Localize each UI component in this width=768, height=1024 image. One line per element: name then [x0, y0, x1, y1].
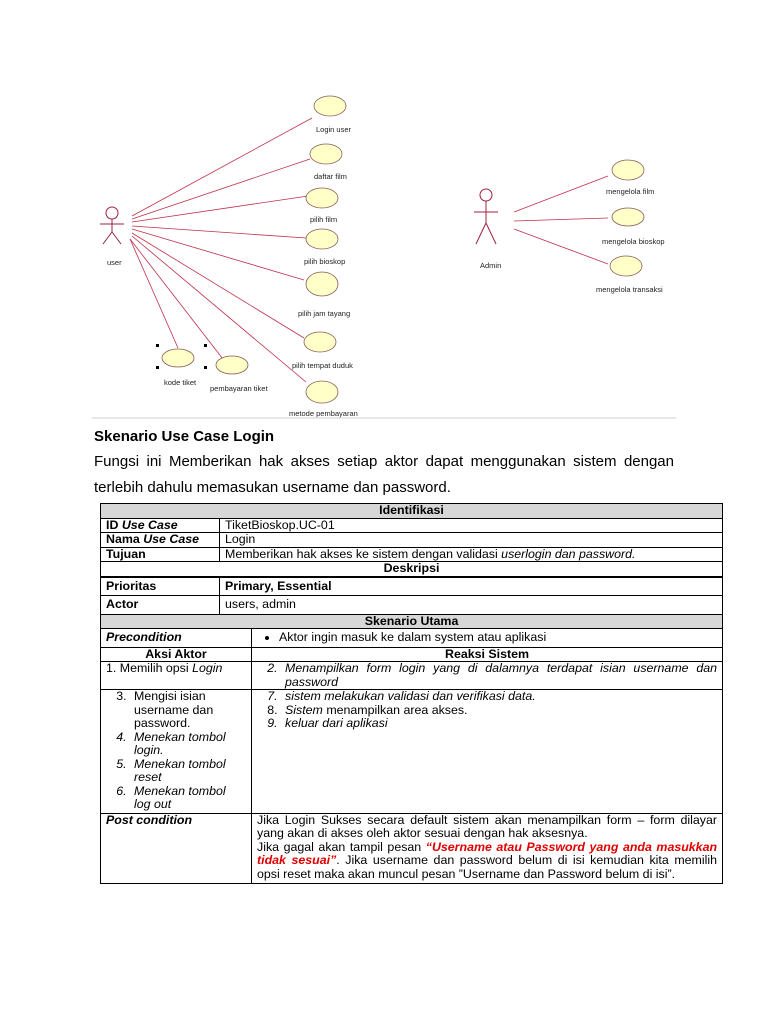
use-case-pilih-bioskop: [304, 229, 345, 266]
system-step-7: 7. sistem melakukan validasi dan verifikasi data.: [281, 690, 717, 704]
selection-handle: [204, 366, 207, 369]
use-case-scenario-table: [100, 503, 723, 884]
svg-text:mengelola film: mengelola film: [606, 187, 655, 196]
use-case-pilih-jam-tayang: [298, 272, 350, 318]
actor-step-4: 4. Menekan tombol login.: [130, 731, 238, 758]
system-step-8: 8. Sistem menampilkan area akses.: [281, 704, 717, 718]
post-condition-value: [252, 813, 723, 884]
actor-steps-3-6: [101, 690, 252, 814]
precondition-value: [252, 629, 723, 648]
user-actor: [100, 207, 124, 244]
svg-text:pilih film: pilih film: [310, 215, 338, 224]
identifikasi-header: Identifikasi: [101, 504, 723, 519]
intro-paragraph: Fungsi ini Memberikan hak akses setiap aktor dapat menggunakan sistem dengan terlebih dahulu memasukan username dan password.: [94, 453, 674, 496]
user-actor-label: user: [107, 258, 122, 267]
precondition-label: Precondition: [101, 629, 252, 648]
post-condition-failure: Jika gagal akan tampil pesan “Username atau Password yang anda masukkan tidak sesuai”. Jika username dan password belum di isi kemudian kita memilih opsi reset maka akan muncul pesan ”Username dan Password belum di isi”.: [257, 839, 718, 881]
deskripsi-header: Deskripsi: [101, 562, 723, 577]
selection-handle: [156, 344, 159, 347]
actor-value: users, admin: [220, 596, 723, 615]
svg-text:metode pembayaran: metode pembayaran: [289, 409, 358, 418]
user-associations: [130, 118, 312, 382]
prioritas-label: Prioritas: [101, 577, 220, 596]
reaksi-sistem-header: Reaksi Sistem: [252, 647, 723, 662]
use-case-pembayaran-tiket: [210, 356, 268, 393]
svg-text:mengelola transaksi: mengelola transaksi: [596, 285, 663, 294]
use-case-diagram: [92, 86, 676, 420]
use-case-pilih-tempat-duduk: [292, 332, 353, 370]
section-title: Skenario Use Case Login: [94, 428, 275, 445]
selection-handle: [156, 366, 159, 369]
actor-label: Actor: [101, 596, 220, 615]
skenario-utama-header: Skenario Utama: [101, 614, 723, 629]
tujuan-label: Tujuan: [101, 547, 220, 562]
actor-step-1: 1. Memilih opsi Login: [101, 662, 252, 690]
nama-label: Nama Use Case: [101, 533, 220, 548]
svg-text:kode tiket: kode tiket: [164, 378, 197, 387]
use-case-mengelola-transaksi: [596, 256, 663, 294]
id-value: TiketBioskop.UC-01: [220, 518, 723, 533]
use-case-mengelola-film: [606, 160, 654, 196]
system-step-9: 9. keluar dari aplikasi: [281, 717, 717, 731]
selection-handle: [204, 344, 207, 347]
use-case-pilih-film: [306, 188, 338, 224]
nama-value: Login: [220, 533, 723, 548]
svg-text:pilih bioskop: pilih bioskop: [304, 257, 346, 266]
svg-text:pilih tempat duduk: pilih tempat duduk: [292, 361, 353, 370]
use-case-metode-pembayaran: [289, 381, 358, 418]
actor-step-3: 3. Mengisi isian username dan password.: [130, 690, 238, 731]
admin-actor-label: Admin: [480, 261, 502, 270]
svg-text:daftar film: daftar film: [314, 172, 347, 181]
svg-text:pembayaran tiket: pembayaran tiket: [210, 384, 268, 393]
id-label: ID Use Case: [101, 518, 220, 533]
precondition-item: • Aktor ingin masuk ke dalam system atau aplikasi: [279, 631, 717, 645]
svg-text:Login user: Login user: [316, 125, 352, 134]
use-case-kode-tiket: [156, 344, 207, 387]
system-steps-7-9: [252, 690, 723, 814]
post-condition-success: Jika Login Sukses secara default sistem akan menampilkan form – form dilayar yang akan di akses oleh aktor sesuai dengan hak aksesnya.: [257, 812, 718, 840]
post-condition-label: Post condition: [101, 813, 252, 884]
prioritas-value: Primary, Essential: [220, 577, 723, 596]
use-case-login-user: [314, 96, 352, 134]
svg-text:mengelola bioskop: mengelola bioskop: [602, 237, 665, 246]
use-case-mengelola-bioskop: [602, 208, 665, 246]
actor-step-5: 5. Menekan tombol reset: [130, 758, 238, 785]
use-case-daftar-film: [310, 144, 347, 181]
tujuan-value: Memberikan hak akses ke sistem dengan validasi userlogin dan password.: [220, 547, 723, 562]
svg-text:pilih jam tayang: pilih jam tayang: [298, 309, 351, 318]
admin-associations: [514, 176, 608, 264]
system-step-2: 2. Menampilkan form login yang di dalamnya terdapat isian username dan password: [252, 662, 723, 690]
actor-step-6: 6. Menekan tombol log out: [130, 785, 238, 812]
admin-actor: [474, 189, 498, 244]
aksi-aktor-header: Aksi Aktor: [101, 647, 252, 662]
